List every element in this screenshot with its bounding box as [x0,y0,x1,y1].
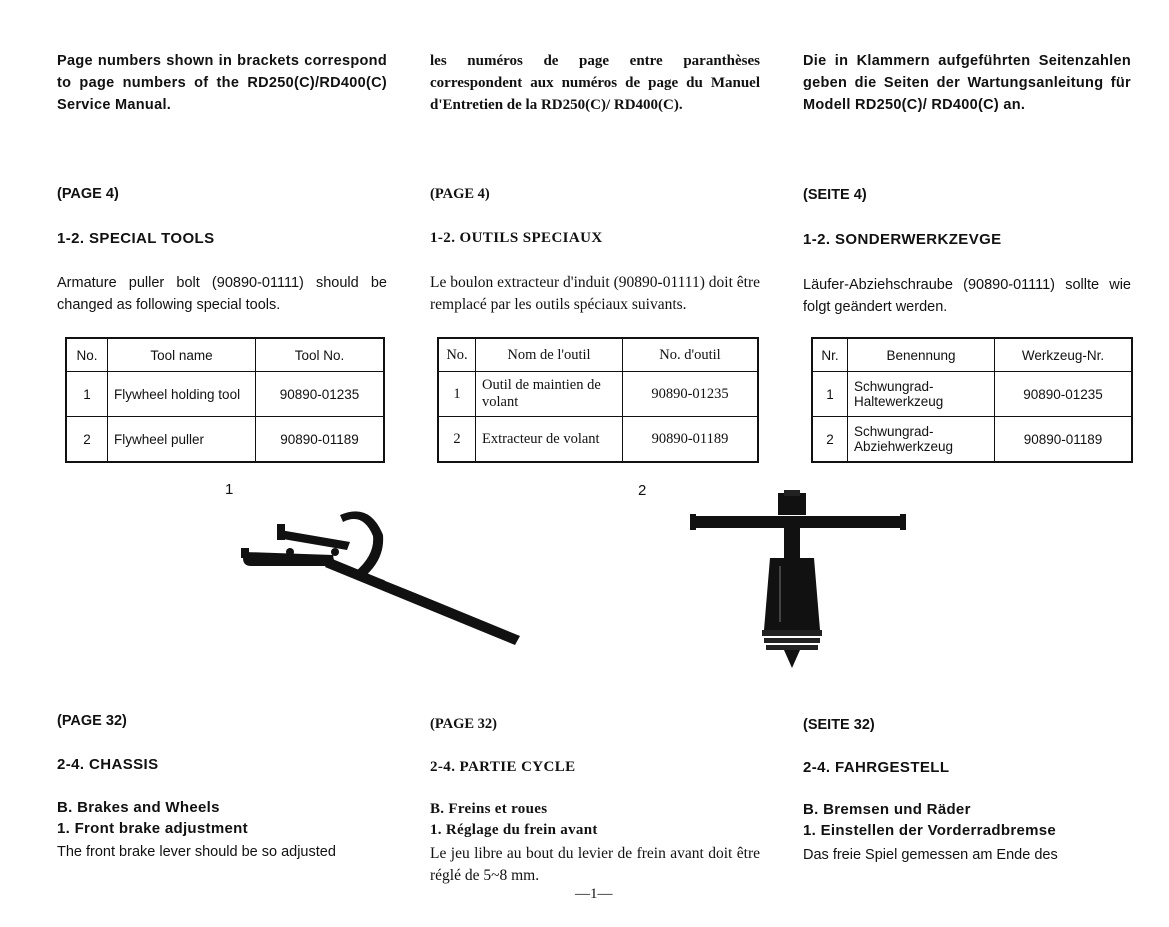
table-cell: Schwungrad-Haltewerkzeug [848,372,995,417]
table-row [66,417,384,463]
table-cell: Flywheel holding tool [108,372,256,417]
english-column [57,50,387,860]
table-row [812,417,1132,463]
section-title: 1-2. SONDERWERKZEVGE [803,231,1002,248]
subsection-title: 1. Réglage du frein avant [430,822,598,838]
page-reference: (PAGE 4) [430,186,490,202]
column-header: Nom de l'outil [476,338,623,372]
page-reference: (PAGE 4) [57,186,119,202]
column-header: Werkzeug-Nr. [995,338,1133,372]
body-text: Armature puller bolt (90890-01111) should be changed as following special tools. [57,275,387,313]
table-cell: Outil de maintien de volant [476,372,623,417]
table-cell: 90890-01189 [256,417,385,463]
page-reference: (PAGE 32) [57,713,127,729]
section-title: 2-4. CHASSIS [57,756,159,773]
page-reference: (SEITE 32) [803,717,875,733]
table-cell: 90890-01235 [995,372,1133,417]
special-tools-table [437,337,759,463]
body-text: The front brake lever should be so adjusted [57,844,336,860]
column-header: Tool name [108,338,256,372]
flywheel-holding-tool-icon [235,500,535,650]
column-header: Benennung [848,338,995,372]
intro-text: Page numbers shown in brackets correspond to page numbers of the RD250(C)/RD400(C) Service Manual. [57,53,387,113]
body-text: Läufer-Abziehschraube (90890-01111) sollte wie folgt geändert werden. [803,277,1131,315]
body-text: Le jeu libre au bout du levier de frein avant doit être réglé de 5~8 mm. [430,845,760,884]
table-cell: 1 [812,372,848,417]
column-header: No. [438,338,476,372]
body-text: Das freie Spiel gemessen am Ende des [803,847,1058,863]
column-header: No. [66,338,108,372]
column-header: Nr. [812,338,848,372]
section-title: 2-4. FAHRGESTELL [803,759,950,776]
column-header: Tool No. [256,338,385,372]
table-row [438,372,758,417]
table-cell: 1 [438,372,476,417]
figure-label: 2 [638,482,647,499]
table-cell: 90890-01189 [623,417,759,463]
table-cell: 1 [66,372,108,417]
table-header-row [812,338,1132,372]
table-cell: Flywheel puller [108,417,256,463]
table-row [66,372,384,417]
table-cell: Schwungrad-Abziehwerkzeug [848,417,995,463]
table-cell: 90890-01235 [256,372,385,417]
german-column [803,50,1131,863]
intro-text: Die in Klammern aufgeführten Seitenzahlen geben die Seiten der Wartungsanleitung für Modell RD250(C)/ RD400(C) an. [803,53,1131,113]
intro-text: les numéros de page entre paranthèses correspondent aux numéros de page du Manuel d'Entretien de la RD250(C)/ RD400(C). [430,53,760,113]
figure-label: 1 [225,481,234,498]
table-cell: 2 [812,417,848,463]
table-cell: 90890-01189 [995,417,1133,463]
special-tools-table [811,337,1133,463]
table-cell: 2 [66,417,108,463]
table-cell: 90890-01235 [623,372,759,417]
french-column [430,50,760,884]
table-cell: 2 [438,417,476,463]
subsection-title: B. Bremsen und Räder [803,801,971,818]
section-title: 1-2. OUTILS SPECIAUX [430,230,603,246]
subsection-title: 1. Front brake adjustment [57,820,248,837]
column-header: No. d'outil [623,338,759,372]
table-header-row [438,338,758,372]
page-number: —1— [575,886,613,902]
table-header-row [66,338,384,372]
special-tools-table [65,337,385,463]
section-title: 1-2. SPECIAL TOOLS [57,230,215,247]
page-reference: (SEITE 4) [803,187,867,203]
table-row [812,372,1132,417]
subsection-title: B. Brakes and Wheels [57,799,220,816]
flywheel-puller-icon [688,490,910,670]
table-row [438,417,758,463]
subsection-title: B. Freins et roues [430,801,548,817]
section-title: 2-4. PARTIE CYCLE [430,759,576,775]
body-text: Le boulon extracteur d'induit (90890-01111) doit être remplacé par les outils spéciaux suivants. [430,274,760,313]
page-reference: (PAGE 32) [430,716,497,732]
table-cell: Extracteur de volant [476,417,623,463]
subsection-title: 1. Einstellen der Vorderradbremse [803,822,1057,839]
